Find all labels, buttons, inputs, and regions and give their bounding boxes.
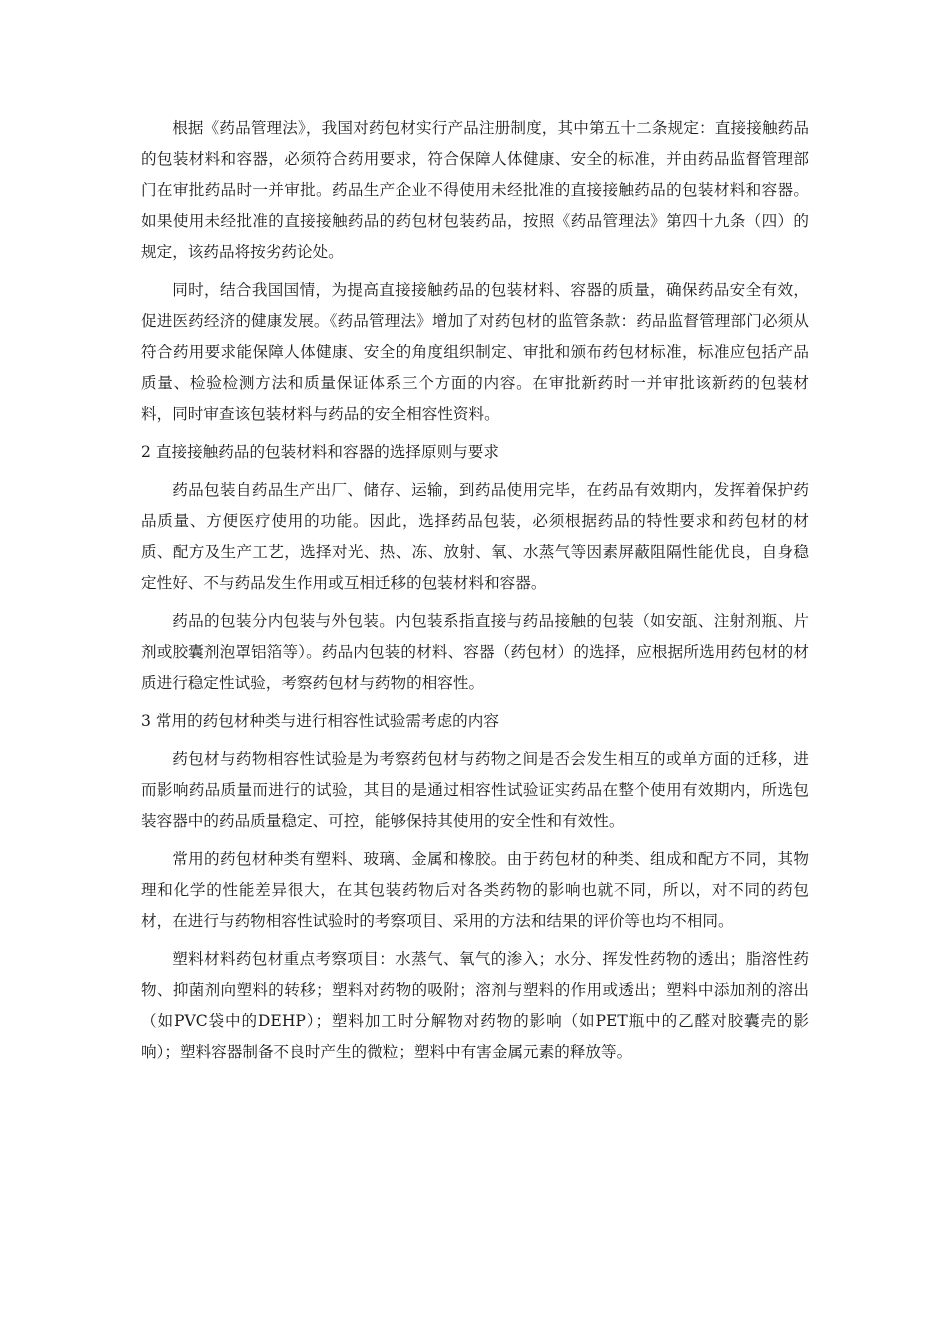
paragraph-drug-administration-law: 根据《药品管理法》，我国对药包材实行产品注册制度，其中第五十二条规定：直接接触药品的包装材料和容器，必须符合药用要求，符合保障人体健康、安全的标准，并由药品监督管理部门在审批药品时一并审批。药品生产企业不得使用未经批准的直接接触药品的包装材料和容器。如果使用未经批准的直接接触药品的药包材包装药品，按照《药品管理法》第四十九条（四）的规定，该药品将按劣药论处。 <box>141 119 809 261</box>
paragraph-material-types: 常用的药包材种类有塑料、玻璃、金属和橡胶。由于药包材的种类、组成和配方不同，其物理和化学的性能差异很大，在其包装药物后对各类药物的影响也就不同，所以，对不同的药包材，在进行与药物相容性试验时的考察项目、采用的方法和结果的评价等也均不相同。 <box>141 850 809 930</box>
paragraph-inner-outer-packaging: 药品的包装分内包装与外包装。内包装系指直接与药品接触的包装（如安瓿、注射剂瓶、片剂或胶囊剂泡罩铝箔等）。药品内包装的材料、容器（药包材）的选择，应根据所选用药包材的材质进行稳定性试验，考察药包材与药物的相容性。 <box>141 612 809 692</box>
document-page <box>141 113 809 1075</box>
section-heading-3: 3 常用的药包材种类与进行相容性试验需考虑的内容 <box>141 712 499 730</box>
paragraph-plastic-test-items: 塑料材料药包材重点考察项目：水蒸气、氧气的渗入；水分、挥发性药物的透出；脂溶性药物、抑菌剂向塑料的转移；塑料对药物的吸附；溶剂与塑料的作用或透出；塑料中添加剂的溶出（如PVC袋中的DEHP）；塑料加工时分解物对药物的影响（如PET瓶中的乙醛对胶囊壳的影响）；塑料容器制备不良时产生的微粒；塑料中有害金属元素的释放等。 <box>141 950 809 1061</box>
paragraph-compatibility-test: 药包材与药物相容性试验是为考察药包材与药物之间是否会发生相互的或单方面的迁移，进而影响药品质量而进行的试验，其目的是通过相容性试验证实药品在整个使用有效期内，所选包装容器中的药品质量稳定、可控，能够保持其使用的安全性和有效性。 <box>141 750 809 830</box>
paragraph-regulatory-provisions: 同时，结合我国国情，为提高直接接触药品的包装材料、容器的质量，确保药品安全有效，促进医药经济的健康发展。《药品管理法》增加了对药包材的监管条款：药品监督管理部门必须从符合药用要求能保障人体健康、安全的角度组织制定、审批和颁布药包材标准，标准应包括产品质量、检验检测方法和质量保证体系三个方面的内容。在审批新药时一并审批该新药的包装材料，同时审查该包装材料与药品的安全相容性资料。 <box>141 281 809 423</box>
section-heading-2: 2 直接接触药品的包装材料和容器的选择原则与要求 <box>141 443 499 461</box>
paragraph-packaging-selection: 药品包装自药品生产出厂、储存、运输，到药品使用完毕，在药品有效期内，发挥着保护药品质量、方便医疗使用的功能。因此，选择药品包装，必须根据药品的特性要求和药包材的材质、配方及生产工艺，选择对光、热、冻、放射、氧、水蒸气等因素屏蔽阻隔性能优良，自身稳定性好、不与药品发生作用或互相迁移的包装材料和容器。 <box>141 481 809 592</box>
